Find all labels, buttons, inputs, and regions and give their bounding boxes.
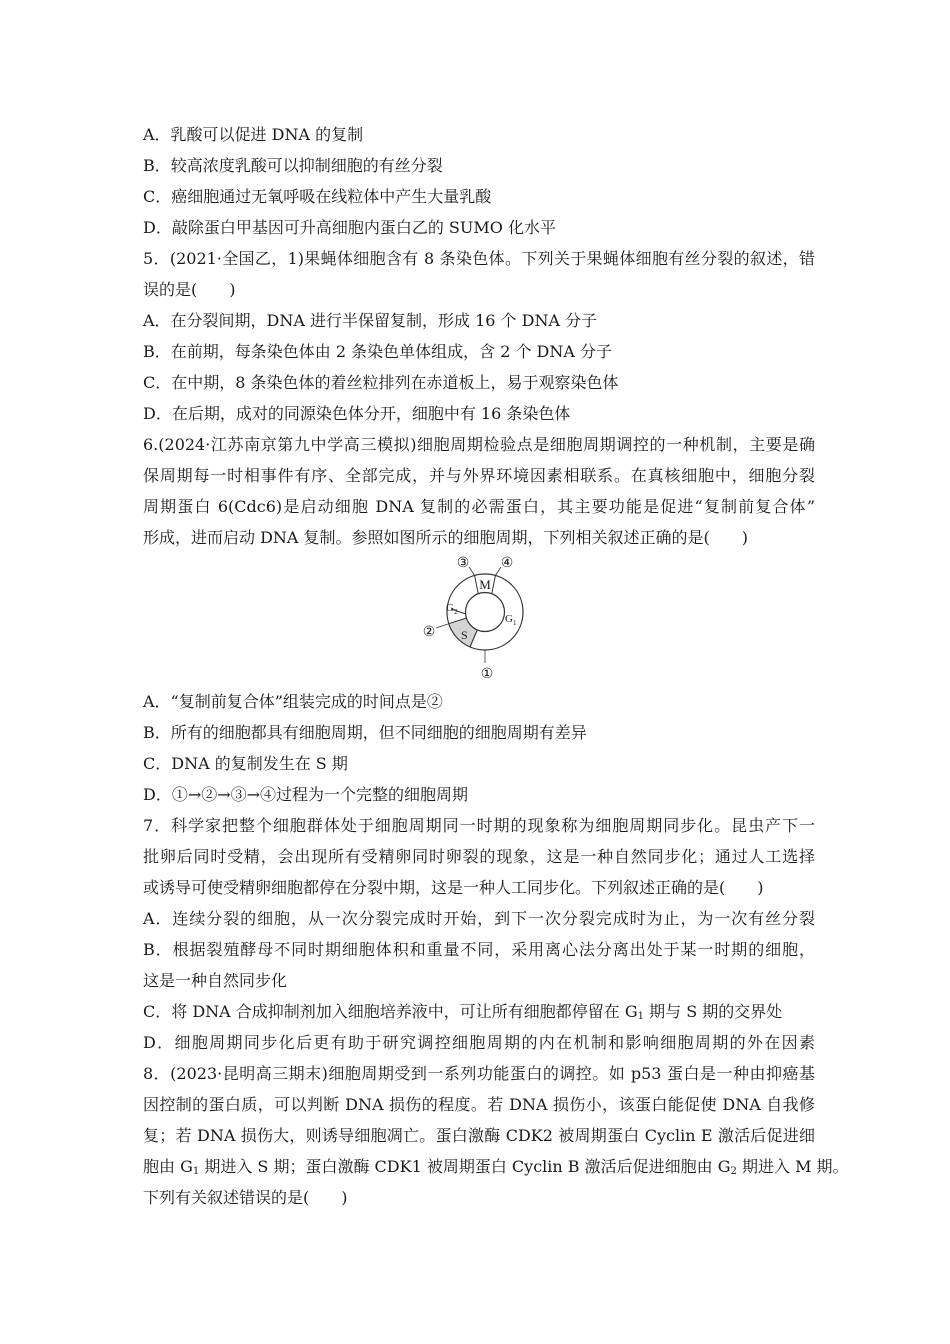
q8-stem-line-5: 下列有关叙述错误的是( ) (143, 1188, 348, 1207)
q5-option-c: C．在中期，8 条染色体的着丝粒排列在赤道板上，易于观察染色体 (143, 373, 619, 392)
cell-cycle-diagram (410, 552, 540, 682)
q5-option-d: D．在后期，成对的同源染色体分开，细胞中有 16 条染色体 (143, 404, 571, 423)
pointer-2 (436, 624, 449, 628)
phase-label-g1: $G_1$ (505, 613, 517, 627)
q7-option-a: A．连续分裂的细胞，从一次分裂完成时开始，到下一次分裂完成时为止，为一次有丝分裂 (143, 909, 815, 928)
q8-stem-line-1: 8．(2023·昆明高三期末)细胞周期受到一系列功能蛋白的调控。如 p53 蛋白是一种由抑癌基 (143, 1064, 815, 1083)
q6-stem-line-4: 形成，进而启动 DNA 复制。参照如图所示的细胞周期，下列相关叙述正确的是( ) (143, 528, 749, 547)
q7-option-c: C．将 DNA 合成抑制剂加入细胞培养液中，可让所有细胞都停留在 $G_1$ 期与 S 期的交界处 (143, 1002, 783, 1022)
q7-stem-line-3: 或诱导可使受精卵细胞都停在分裂中期，这是一种人工同步化。下列叙述正确的是( ) (143, 878, 764, 897)
q5-option-b: B．在前期，每条染色体由 2 条染色单体组成，含 2 个 DNA 分子 (143, 342, 613, 361)
point-label-3: ③ (456, 556, 470, 571)
q5-stem-line-1: 5．(2021·全国乙，1)果蝇体细胞含有 8 条染色体。下列关于果蝇体细胞有丝分裂的叙述，错 (143, 249, 815, 268)
pointer-3 (469, 567, 475, 576)
inner-circle (466, 593, 505, 632)
q6-option-b: B．所有的细胞都具有细胞周期，但不同细胞的细胞周期有差异 (143, 723, 587, 742)
q4-option-c: C．癌细胞通过无氧呼吸在线粒体中产生大量乳酸 (143, 187, 492, 206)
q4-option-d: D．敲除蛋白甲基因可升高细胞内蛋白乙的 SUMO 化水平 (143, 218, 556, 237)
phase-label-m: M (479, 577, 491, 592)
q6-stem-line-1: 6.(2024·江苏南京第九中学高三模拟)细胞周期检验点是细胞周期调控的一种机制，主要是确 (143, 435, 815, 454)
q6-stem-line-2: 保周期每一时相事件有序、全部完成，并与外界环境因素相联系。在真核细胞中，细胞分裂 (143, 466, 815, 485)
q7-stem-line-1: 7．科学家把整个细胞群体处于细胞周期同一时期的现象称为细胞周期同步化。昆虫产下一 (143, 816, 815, 835)
q6-option-a: A．“复制前复合体”组装完成的时间点是② (143, 692, 443, 711)
q8-stem-line-4: 胞由 $G_1$ 期进入 S 期；蛋白激酶 CDK1 被周期蛋白 Cyclin B 激活后促进细胞由 $G_2$ 期进入 M 期。 (143, 1157, 849, 1177)
q6-option-d: D．①→②→③→④过程为一个完整的细胞周期 (143, 785, 469, 804)
q7-option-b-line-2: 这是一种自然同步化 (143, 971, 288, 990)
q6-stem-line-3: 周期蛋白 6(Cdc6)是启动细胞 DNA 复制的必需蛋白，其主要功能是促进“复制前复合体” (143, 497, 815, 516)
q8-stem-line-3: 复；若 DNA 损伤大，则诱导细胞凋亡。蛋白激酶 CDK2 被周期蛋白 Cyclin E 激活后促进细 (143, 1126, 815, 1145)
phase-label-s: S (461, 628, 468, 642)
q5-option-a: A．在分裂间期，DNA 进行半保留复制，形成 16 个 DNA 分子 (143, 311, 598, 330)
point-label-1: ① (480, 667, 494, 682)
q4-option-a: A．乳酸可以促进 DNA 的复制 (143, 125, 364, 144)
q7-option-d: D．细胞周期同步化后更有助于研究调控细胞周期的内在机制和影响细胞周期的外在因素 (143, 1033, 815, 1052)
point-label-4: ④ (500, 556, 514, 571)
q7-stem-line-2: 批卵后同时受精，会出现所有受精卵同时卵裂的现象，这是一种自然同步化；通过人工选择 (143, 847, 815, 866)
q8-stem-line-2: 因控制的蛋白质，可以判断 DNA 损伤的程度。若 DNA 损伤小，该蛋白能促使 DNA 自我修 (143, 1095, 815, 1114)
point-label-2: ② (422, 625, 436, 640)
q5-stem-line-2: 误的是( ) (143, 280, 236, 299)
q7-option-b-line-1: B．根据裂殖酵母不同时期细胞体积和重量不同，采用离心法分离出处于某一时期的细胞， (143, 940, 815, 959)
q4-option-b: B．较高浓度乳酸可以抑制细胞的有丝分裂 (143, 156, 443, 175)
q6-option-c: C．DNA 的复制发生在 S 期 (143, 754, 348, 773)
phase-label-g2: $G_2$ (446, 602, 458, 616)
